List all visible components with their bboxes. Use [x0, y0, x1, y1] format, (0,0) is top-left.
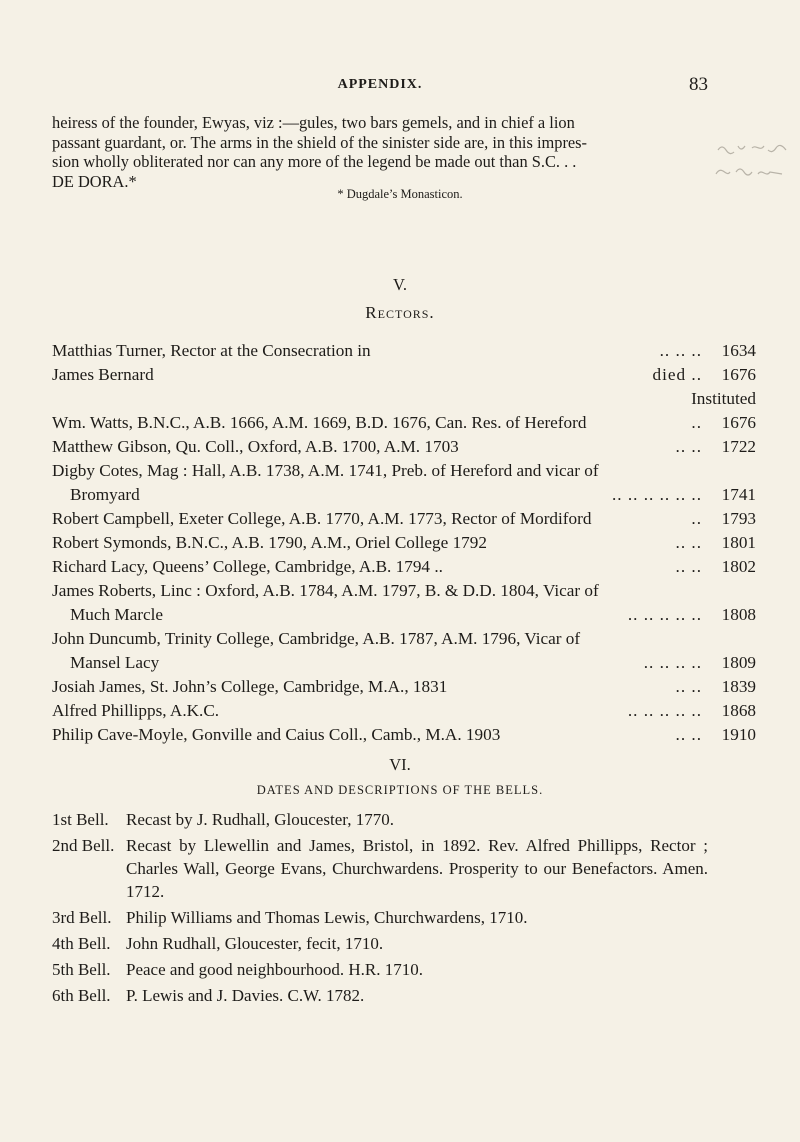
rector-entry	[52, 699, 756, 723]
bells-list	[52, 808, 708, 1010]
leader-dots: .. .. ..	[659, 341, 702, 360]
pencil-annotation	[712, 138, 800, 188]
rector-text: Richard Lacy, Queens’ College, Cambridge, A.B. 1794 ..	[52, 557, 443, 576]
intro-paragraph	[52, 113, 708, 191]
rector-year: 1808	[721, 605, 756, 624]
rector-entry	[52, 579, 756, 627]
leader-dots: .. .. .. .. .. ..	[611, 485, 702, 504]
bell-description: Recast by Llewellin and James, Bristol, in 1892. Rev. Alfred Phillipps, Rector ; Charles Wall, George Evans, Churchwardens. Prosperity to our Benefactors. Amen. 1712.	[126, 836, 708, 901]
rector-text: Much Marcle	[70, 605, 164, 624]
page-number: 83	[689, 74, 708, 95]
rector-text: Josiah James, St. John’s College, Cambridge, M.A., 1831	[52, 677, 448, 696]
rector-text: Alfred Phillipps, A.K.C.	[52, 701, 220, 720]
rectors-list	[52, 339, 756, 747]
rector-year: 1839	[721, 677, 756, 696]
footnote: * Dugdale’s Monasticon.	[337, 187, 463, 201]
leader-dots: ..	[691, 509, 702, 528]
bell-description: Philip Williams and Thomas Lewis, Churchwardens, 1710.	[126, 908, 528, 927]
bell-label: 3rd Bell.	[52, 908, 112, 927]
intro-line: passant guardant, or. The arms in the shield of the sinister side are, in this impres-	[52, 132, 588, 152]
rector-entry	[52, 459, 756, 507]
rector-entry	[52, 555, 756, 579]
leader-dots: .. ..	[675, 725, 702, 744]
rector-text: Wm. Watts, B.N.C., A.B. 1666, A.M. 1669, B.D. 1676, Can. Res. of Hereford	[52, 413, 587, 432]
rector-entry	[52, 411, 756, 435]
rector-text: Philip Cave-Moyle, Gonville and Caius Coll., Camb., M.A. 1903	[52, 725, 501, 744]
bell-entry	[52, 932, 708, 955]
rector-text: Robert Symonds, B.N.C., A.B. 1790, A.M., Oriel College 1792	[52, 533, 487, 552]
rector-text: Matthias Turner, Rector at the Consecration in	[52, 341, 371, 360]
rector-entry	[52, 507, 756, 531]
bell-label: 5th Bell.	[52, 960, 111, 979]
rector-entry	[52, 531, 756, 555]
bell-entry	[52, 958, 708, 981]
rector-text: John Duncumb, Trinity College, Cambridge, A.B. 1787, A.M. 1796, Vicar of	[52, 629, 581, 648]
rector-text: Digby Cotes, Mag : Hall, A.B. 1738, A.M. 1741, Preb. of Hereford and vicar of	[52, 461, 599, 480]
bell-entry	[52, 906, 708, 929]
bell-entry	[52, 834, 708, 903]
section-heading: DATES AND DESCRIPTIONS OF THE BELLS.	[256, 783, 544, 797]
rector-year: 1802	[721, 557, 756, 576]
leader-dots: died ..	[652, 365, 702, 384]
section-number: VI.	[389, 755, 411, 774]
rector-year: 1868	[721, 701, 756, 720]
leader-dots: .. ..	[675, 533, 702, 552]
leader-dots: .. .. .. .. ..	[627, 605, 702, 624]
rector-year: 1801	[721, 533, 756, 552]
intro-line: heiress of the founder, Ewyas, viz :—gules, two bars gemels, and in chief a lion	[52, 113, 575, 132]
bell-entry	[52, 808, 708, 831]
bell-description: Peace and good neighbourhood. H.R. 1710.	[126, 960, 423, 979]
leader-dots: ..	[691, 413, 702, 432]
section-number: V.	[393, 275, 407, 294]
rector-text: James Roberts, Linc : Oxford, A.B. 1784, A.M. 1797, B. & D.D. 1804, Vicar of	[52, 581, 599, 600]
rector-entry	[52, 339, 756, 363]
leader-dots: .. ..	[675, 437, 702, 456]
bell-label: 6th Bell.	[52, 986, 111, 1005]
leader-dots: .. .. .. ..	[643, 653, 702, 672]
rector-text: Mansel Lacy	[70, 653, 160, 672]
rector-entry	[52, 435, 756, 459]
rector-text: Robert Campbell, Exeter College, A.B. 1770, A.M. 1773, Rector of Mordiford	[52, 509, 592, 528]
rector-year: 1741	[721, 485, 756, 504]
rector-year: 1910	[721, 725, 756, 744]
bell-label: 4th Bell.	[52, 934, 111, 953]
section-heading: Rectors.	[365, 303, 435, 322]
rector-text: Matthew Gibson, Qu. Coll., Oxford, A.B. 1700, A.M. 1703	[52, 437, 459, 456]
rector-text: James Bernard	[52, 365, 154, 384]
leader-dots: .. ..	[675, 557, 702, 576]
leader-dots: .. ..	[675, 677, 702, 696]
rector-year: 1676	[721, 413, 756, 432]
running-head	[52, 74, 708, 98]
leader-dots: .. .. .. .. ..	[627, 701, 702, 720]
instituted-label: Instituted	[691, 389, 756, 408]
rector-year: 1634	[721, 341, 756, 360]
rector-year: 1809	[721, 653, 756, 672]
rector-text: Bromyard	[70, 485, 140, 504]
rector-entry	[52, 675, 756, 699]
bell-label: 1st Bell.	[52, 810, 109, 829]
rector-entry	[52, 627, 756, 675]
rector-entry	[52, 363, 756, 387]
bell-label: 2nd Bell.	[52, 836, 115, 855]
rector-year: 1722	[721, 437, 756, 456]
intro-line: DE DORA.*	[52, 171, 137, 191]
rector-year: 1676	[721, 365, 756, 384]
running-title: APPENDIX.	[337, 77, 423, 92]
rector-year: 1793	[721, 509, 756, 528]
rector-entry	[52, 723, 756, 747]
bell-description: Recast by J. Rudhall, Gloucester, 1770.	[126, 810, 394, 829]
bell-description: John Rudhall, Gloucester, fecit, 1710.	[126, 934, 384, 953]
bell-description: P. Lewis and J. Davies. C.W. 1782.	[126, 986, 365, 1005]
intro-line: sion wholly obliterated nor can any more of the legend be made out than S.C. . .	[52, 152, 577, 171]
bell-entry	[52, 984, 708, 1007]
